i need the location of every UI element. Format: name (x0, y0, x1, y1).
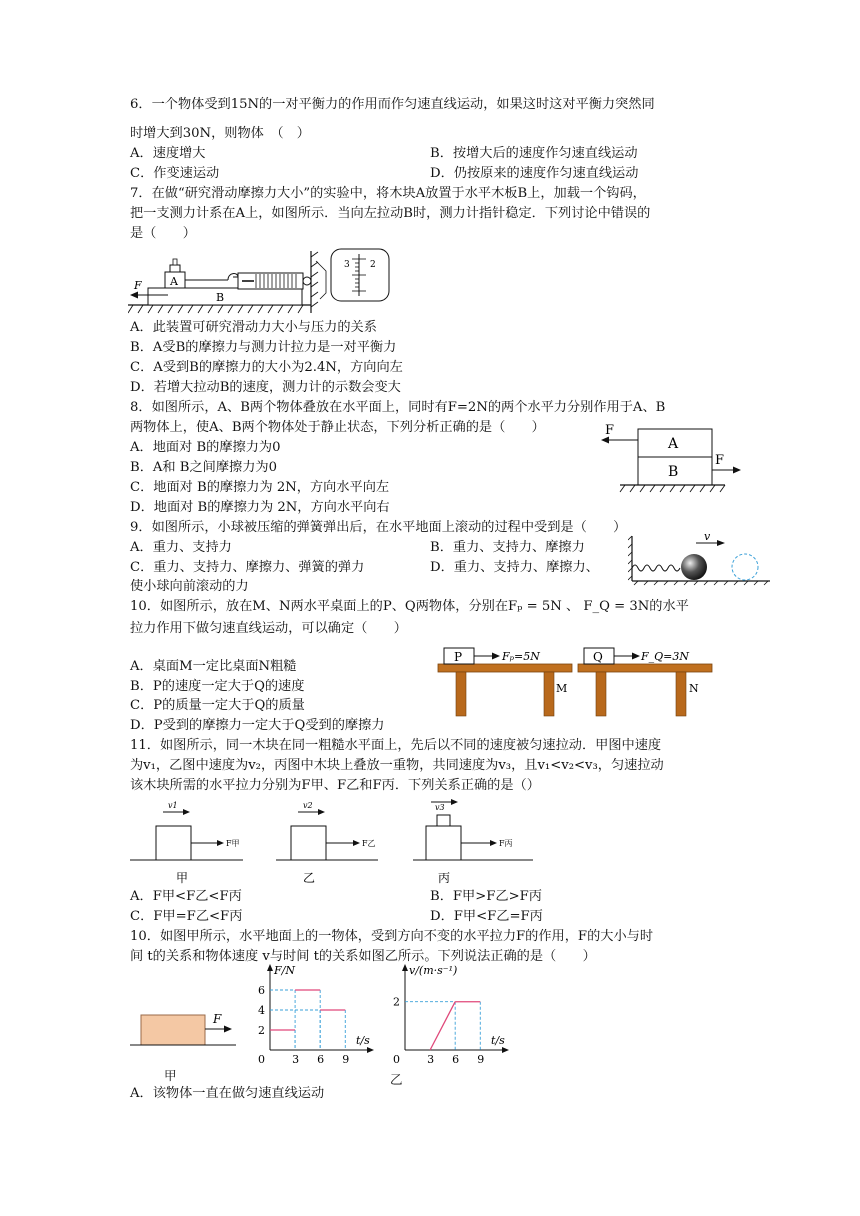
force-time-chart (250, 958, 380, 1068)
q6-line1: 6．一个物体受到15N的一对平衡力的作用而作匀速直线运动，如果这时这对平衡力突然同 (130, 97, 655, 112)
q9-option-d[interactable]: D．重力、支持力、摩擦力、 (430, 560, 599, 575)
q10b-line2: 间 t的关系和物体速度 v与时间 t的关系如图乙所示。下列说法正确的是（ ） (130, 949, 596, 964)
q7-board-label: B (216, 291, 225, 304)
q7-option-c[interactable]: C．A受到B的摩擦力的大小为2.4N，方向向左 (130, 360, 403, 375)
x-tick-label: 3 (427, 1053, 435, 1066)
q7-option-b[interactable]: B．A受B的摩擦力与测力计拉力是一对平衡力 (130, 340, 397, 355)
x-axis-label: t/s (491, 1034, 505, 1047)
q7-scale-label-right: 2 (370, 260, 376, 270)
q10a-figure (436, 642, 721, 720)
x-axis-arrow (367, 1047, 374, 1053)
x-tick-label: 3 (292, 1053, 300, 1066)
q6-line2: 时增大到30N，则物体 （ ） (130, 126, 310, 141)
q11-caption-jia: 甲 (176, 871, 189, 885)
q6-option-c[interactable]: C．作变速运动 (130, 166, 220, 181)
q9-figure (628, 534, 773, 586)
x-tick-label: 0 (258, 1053, 265, 1066)
q11-option-a[interactable]: A．F甲<F乙<F丙 (130, 889, 242, 904)
q10b-caption-jia: 甲 (164, 1068, 177, 1083)
q10b-option-a[interactable]: A．该物体一直在做匀速直线运动 (130, 1086, 325, 1101)
y-axis-arrow (267, 964, 273, 971)
y-axis-label: v/(m·s⁻¹) (409, 964, 458, 977)
y-axis-label: F/N (274, 964, 295, 977)
q10b-force-label: F (213, 1012, 222, 1026)
q9-velocity-label: v (704, 534, 711, 543)
q11-caption-bing: 丙 (438, 871, 451, 885)
q11-line2: 为v₁，乙图中速度为v₂，丙图中木块上叠放一重物，共同速度为v₃，且v₁<v₂<v₃，匀速拉动 (130, 758, 664, 773)
q10a-option-c[interactable]: C．P的质量一定大于Q的质量 (130, 698, 305, 713)
q10a-table-n-label: N (689, 682, 699, 695)
q8-block-b-label: B (668, 464, 679, 480)
q7-figure (128, 243, 400, 318)
q9-option-d-cont: 使小球向前滚动的力 (130, 579, 249, 594)
x-tick-label: 0 (393, 1053, 400, 1066)
q11-line1: 11．如图所示，同一木块在同一粗糙水平面上，先后以不同的速度被匀速拉动．甲图中速度 (130, 738, 662, 753)
q7-line1: 7．在做“研究滑动摩擦力大小”的实验中，将木块A放置于水平木板B上，加载一个钩码， (130, 186, 646, 201)
q9-option-b[interactable]: B．重力、支持力、摩擦力 (430, 540, 585, 555)
q9-option-a[interactable]: A．重力、支持力 (130, 540, 232, 555)
y-tick-label: 4 (258, 1004, 265, 1017)
q7-block-label: A (170, 275, 178, 288)
q8-force-left-label: F (605, 423, 615, 438)
x-tick-label: 6 (452, 1053, 460, 1066)
q11-f1-label: F甲 (226, 839, 240, 848)
q10a-line1: 10．如图所示，放在M、N两水平桌面上的P、Q两物体，分别在Fₚ = 5N 、 F_Q = 3N的水平 (130, 599, 689, 614)
q8-force-right-label: F (715, 453, 725, 468)
q6-option-d[interactable]: D．仍按原来的速度作匀速直线运动 (430, 166, 639, 181)
q11-figures (128, 798, 548, 886)
data-segment (430, 1002, 455, 1050)
q8-line1: 8．如图所示，A、B两个物体叠放在水平面上，同时有F=2N的两个水平力分别作用于A、B (130, 400, 666, 415)
q8-option-d[interactable]: D．地面对 B的摩擦力为 2N，方向水平向右 (130, 500, 390, 515)
q11-line3: 该木块所需的水平拉力分别为F甲、F乙和F丙．下列关系正确的是（） (130, 778, 540, 793)
q7-scale-label-left: 3 (344, 260, 350, 270)
q11-v1-label: v1 (168, 801, 178, 810)
x-tick-label: 6 (317, 1053, 325, 1066)
q7-force-label: F (134, 279, 142, 292)
velocity-time-chart (385, 958, 515, 1068)
q11-option-b[interactable]: B．F甲>F乙>F丙 (430, 889, 542, 904)
y-tick-label: 2 (258, 1024, 265, 1037)
q10b-line1: 10．如图甲所示，水平地面上的一物体，受到方向不变的水平拉力F的作用，F的大小与时 (130, 929, 654, 944)
q10a-line2: 拉力作用下做匀速直线运动，可以确定（ ） (130, 621, 407, 636)
q9-option-c[interactable]: C．重力、支持力、摩擦力、弹簧的弹力 (130, 560, 365, 575)
x-axis-arrow (502, 1047, 509, 1053)
q10a-block-q-label: Q (593, 650, 603, 664)
q10a-force-q-label: F_Q=3N (641, 650, 689, 663)
q7-line3: 是（ ） (130, 226, 196, 241)
q7-option-d[interactable]: D．若增大拉动B的速度，测力计的示数会变大 (130, 380, 401, 395)
q6-option-a[interactable]: A．速度增大 (130, 146, 206, 161)
q11-caption-yi: 乙 (303, 871, 316, 885)
q10a-option-d[interactable]: D．P受到的摩擦力一定大于Q受到的摩擦力 (130, 718, 385, 733)
x-tick-label: 9 (342, 1053, 350, 1066)
y-tick-label: 6 (258, 984, 265, 997)
q11-f3-label: F丙 (499, 839, 513, 848)
q8-option-c[interactable]: C．地面对 B的摩擦力为 2N，方向水平向左 (130, 480, 390, 495)
q10a-table-m-label: M (556, 682, 568, 695)
q8-figure (595, 420, 750, 500)
q10a-block-p-label: P (454, 650, 463, 664)
q11-option-c[interactable]: C．F甲=F乙<F丙 (130, 909, 243, 924)
q7-option-a[interactable]: A．此装置可研究滑动力大小与压力的关系 (130, 320, 377, 335)
q11-f2-label: F乙 (362, 839, 376, 848)
q7-line2: 把一支测力计系在A上，如图所示．当向左拉动B时，测力计指针稳定．下列讨论中错误的 (130, 206, 651, 221)
q10b-box-figure (128, 1012, 238, 1057)
q10a-option-a[interactable]: A．桌面M一定比桌面N粗糙 (130, 659, 297, 674)
q6-option-b[interactable]: B．按增大后的速度作匀速直线运动 (430, 146, 638, 161)
x-tick-label: 9 (477, 1053, 485, 1066)
q10a-option-b[interactable]: B．P的速度一定大于Q的速度 (130, 679, 305, 694)
q10a-force-p-label: Fₚ=5N (502, 650, 540, 663)
q9-line1: 9．如图所示，小球被压缩的弹簧弹出后，在水平地面上滚动的过程中受到是（ ） (130, 520, 627, 535)
q11-option-d[interactable]: D．F甲<F乙=F丙 (430, 909, 543, 924)
x-axis-label: t/s (356, 1034, 370, 1047)
q11-v2-label: v2 (303, 801, 313, 810)
q8-block-a-label: A (668, 436, 679, 452)
y-axis-arrow (402, 964, 408, 971)
q8-option-b[interactable]: B．A和 B之间摩擦力为0 (130, 460, 277, 475)
q8-option-a[interactable]: A．地面对 B的摩擦力为0 (130, 440, 281, 455)
q10b-caption-yi: 乙 (390, 1072, 403, 1087)
q11-v3-label: v3 (435, 803, 445, 812)
q8-line2: 两物体上，使A、B两个物体处于静止状态，下列分析正确的是（ ） (130, 420, 545, 435)
y-tick-label: 2 (393, 995, 400, 1009)
